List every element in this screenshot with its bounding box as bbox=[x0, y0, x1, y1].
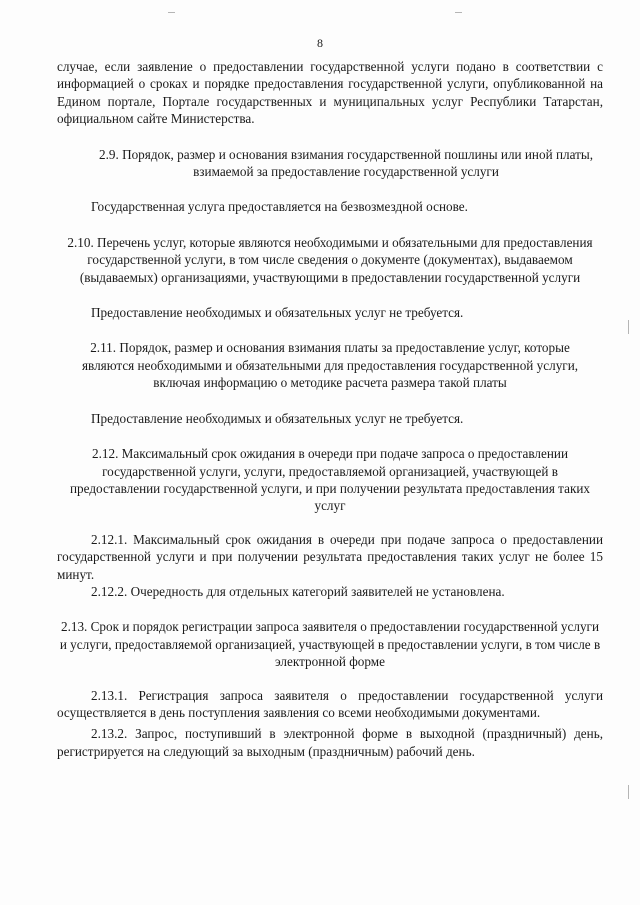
scan-mark bbox=[628, 320, 629, 334]
paragraph-2-9-body: Государственная услуга предоставляется на безвозмездной основе. bbox=[91, 199, 468, 215]
section-heading-2-13: 2.13. Срок и порядок регистрации запроса заявителя о предоставлении государственной услуги и услуги, предоставляемой организацией, участвующей в предоставлении услуги, в том числе в электронной форме bbox=[59, 619, 601, 670]
scan-mark bbox=[168, 12, 175, 13]
scan-mark bbox=[455, 12, 462, 13]
section-heading-2-12: 2.12. Максимальный срок ожидания в очереди при подаче запроса о предоставлении государственной услуги, услуги, предоставляемой организацией, участвующей в предоставлении государственной услуги, и при получении результата предоставления таких услуг bbox=[69, 446, 591, 514]
section-heading-2-9: 2.9. Порядок, размер и основания взимания государственной пошлины или иной платы, взимаемой за предоставление государственной услуги bbox=[98, 146, 594, 180]
document-body bbox=[57, 58, 603, 760]
paragraph-2-12-2: 2.12.2. Очередность для отдельных категорий заявителей не установлена. bbox=[91, 583, 505, 599]
paragraph-2-11-body: Предоставление необходимых и обязательных услуг не требуется. bbox=[91, 410, 464, 426]
page-number: 8 bbox=[317, 36, 323, 50]
paragraph-continuation: случае, если заявление о предоставлении государственной услуги подано в соответствии с информацией о сроках и порядке предоставления государственной услуги, опубликованной на Едином портале, Портале государственных и муниципальных услуг Республики Татарстан, официальном сайте Министерства. bbox=[57, 59, 603, 127]
paragraph-2-13-1: 2.13.1. Регистрация запроса заявителя о предоставлении государственной услуги осуществляется в день поступления заявления со всеми необходимыми документами. bbox=[57, 687, 603, 720]
paragraph-2-12-1: 2.12.1. Максимальный срок ожидания в очереди при подаче запроса о предоставлении государственной услуги и при получении результата предоставления таких услуг не более 15 минут. bbox=[57, 531, 603, 582]
scan-mark bbox=[628, 785, 629, 799]
paragraph-2-10-body: Предоставление необходимых и обязательных услуг не требуется. bbox=[91, 305, 464, 321]
section-heading-2-10: 2.10. Перечень услуг, которые являются необходимыми и обязательными для предоставления государственной услуги, в том числе сведения о документе (документах), выдаваемом (выдаваемых) организациями, участвующими в предоставлении государственной услуги bbox=[67, 234, 593, 285]
paragraph-2-13-2: 2.13.2. Запрос, поступивший в электронной форме в выходной (праздничный) день, регистрируется на следующий за выходным (праздничным) рабочий день. bbox=[57, 726, 603, 759]
section-heading-2-11: 2.11. Порядок, размер и основания взимания платы за предоставление услуг, которые являются необходимыми и обязательными для предоставления государственной услуги, включая информацию о методике расчета размера такой платы bbox=[81, 340, 579, 391]
